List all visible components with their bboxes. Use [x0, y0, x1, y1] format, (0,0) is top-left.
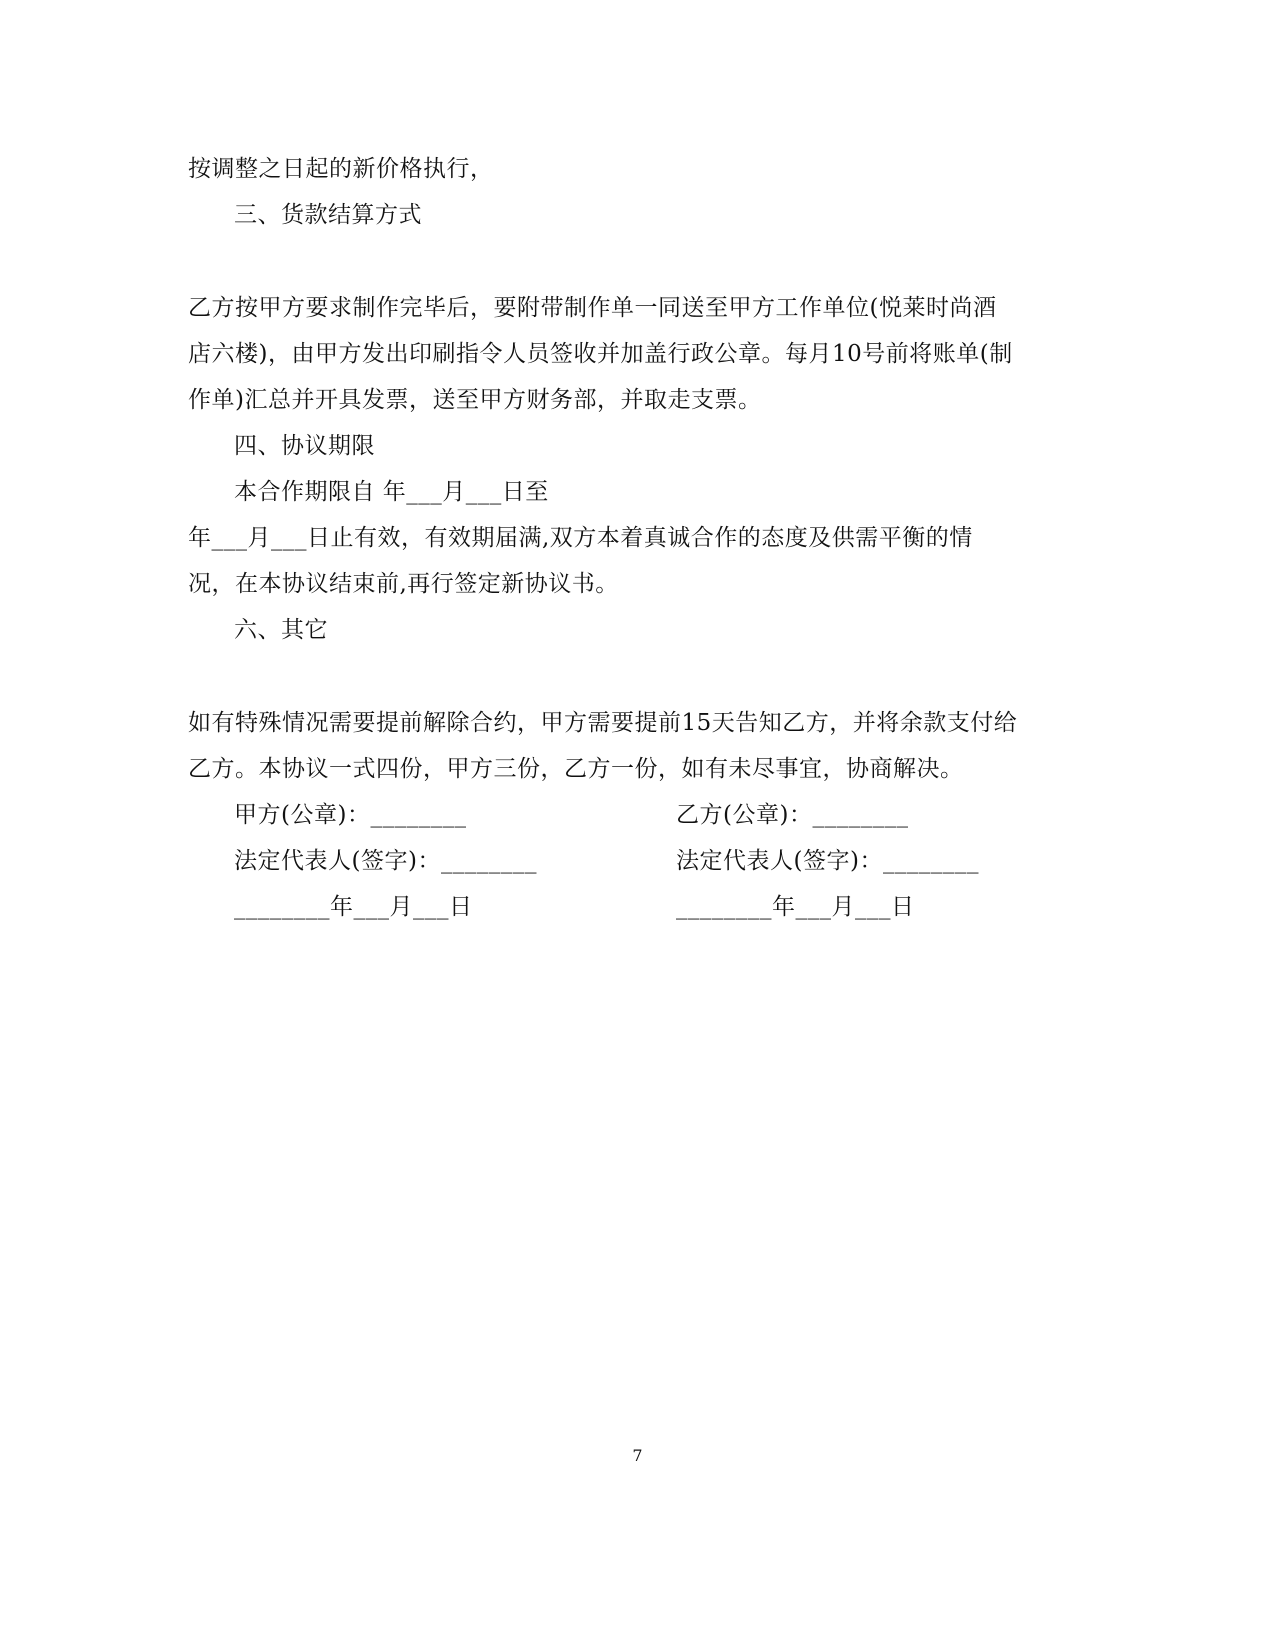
party-a-date-field: ________年___月___日 [234, 894, 473, 920]
section-heading-payment: 三、货款结算方式 [234, 202, 422, 228]
paragraph-line: 乙方。本协议一式四份，甲方三份，乙方一份，如有未尽事宜，协商解决。 [188, 756, 964, 782]
section-heading-other: 六、其它 [234, 617, 328, 643]
paragraph-line: 况，在本协议结束前,再行签定新协议书。 [188, 571, 619, 597]
paragraph-line: 店六楼)，由甲方发出印刷指令人员签收并加盖行政公章。每月10号前将账单(制 [188, 341, 1013, 367]
party-a-seal-field: 甲方(公章)：________ [234, 802, 467, 828]
paragraph-line: 作单)汇总并开具发票，送至甲方财务部，并取走支票。 [188, 387, 762, 413]
party-a-representative-field: 法定代表人(签字)：________ [234, 848, 537, 874]
paragraph-line: 乙方按甲方要求制作完毕后，要附带制作单一同送至甲方工作单位(悦莱时尚酒 [188, 295, 997, 321]
page-number: 7 [632, 1446, 643, 1465]
paragraph-line: 如有特殊情况需要提前解除合约，甲方需要提前15天告知乙方，并将余款支付给 [188, 710, 1018, 736]
paragraph-line: 按调整之日起的新价格执行， [188, 156, 494, 182]
party-b-seal-field: 乙方(公章)：________ [676, 802, 909, 828]
paragraph-line: 年___月___日止有效，有效期届满,双方本着真诚合作的态度及供需平衡的情 [188, 525, 973, 551]
section-heading-term: 四、协议期限 [234, 433, 375, 459]
party-b-date-field: ________年___月___日 [676, 894, 915, 920]
party-b-representative-field: 法定代表人(签字)：________ [676, 848, 979, 874]
paragraph-line: 本合作期限自 年___月___日至 [234, 479, 549, 505]
